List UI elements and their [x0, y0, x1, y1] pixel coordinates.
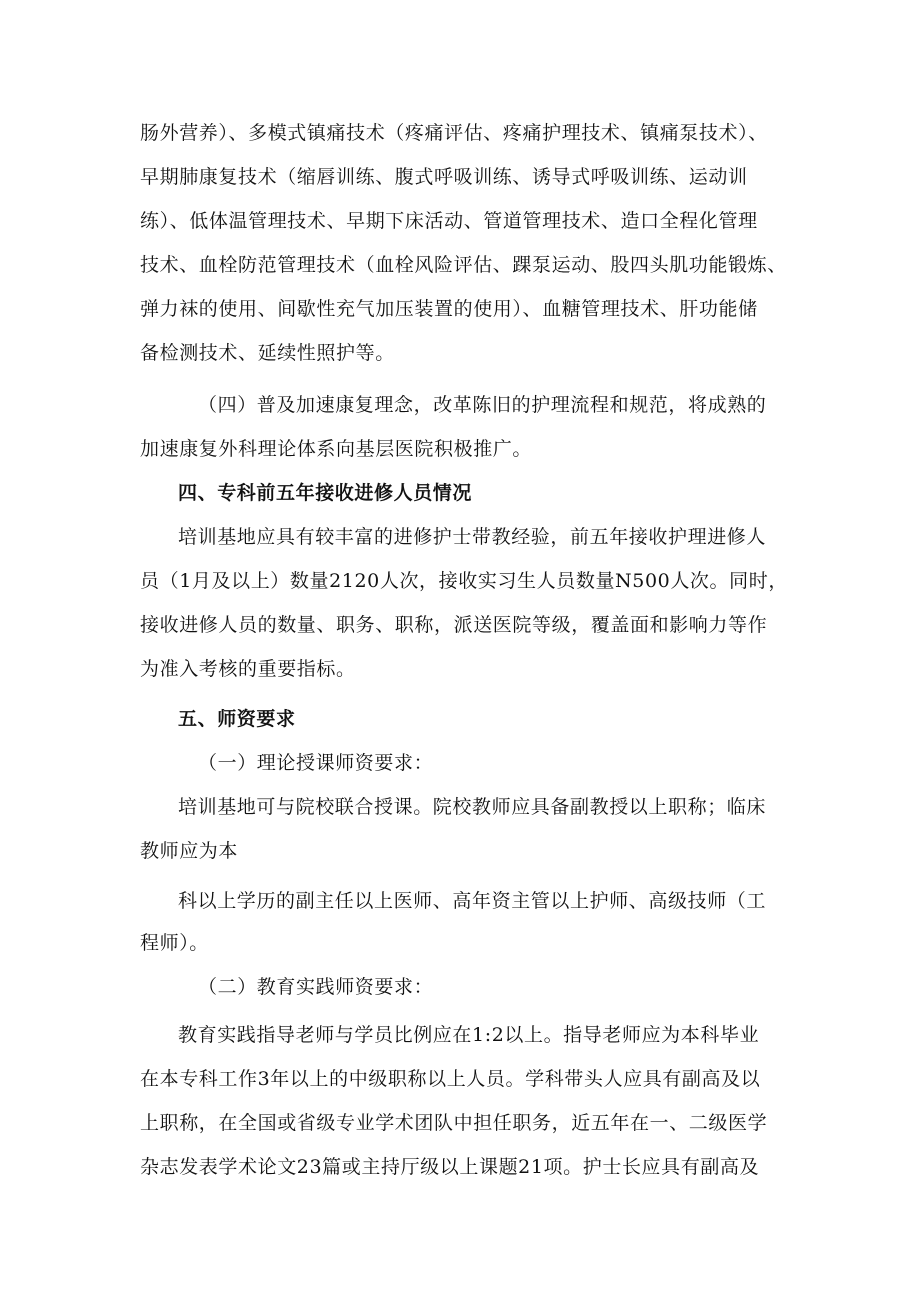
subsection-heading: （一）理论授课师资要求：	[198, 752, 434, 774]
text-line: 员（1月及以上）数量2120人次，接收实习生人员数量N500人次。同时，	[140, 570, 788, 592]
text-line: 为准入考核的重要指标。	[140, 658, 356, 680]
text-line: 练）、低体温管理技术、早期下床活动、管道管理技术、造口全程化管理	[140, 210, 758, 232]
text-line: 程师）。	[140, 932, 209, 954]
text-line: 加速康复外科理论体系向基层医院积极推广。	[140, 438, 533, 460]
text-line: 接收进修人员的数量、职务、职称，派送医院等级，覆盖面和影响力等作	[140, 614, 768, 636]
section-heading: 四、专科前五年接收进修人员情况	[178, 482, 473, 504]
text-line: 培训基地应具有较丰富的进修护士带教经验，前五年接收护理进修人	[178, 526, 767, 548]
text-line: 上职称，在全国或省级专业学术团队中担任职务，近五年在一、二级医学	[140, 1112, 768, 1134]
text-line: 在本专科工作3年以上的中级职称以上人员。学科带头人应具有副高及以	[140, 1068, 761, 1090]
text-line: 教育实践指导老师与学员比例应在1:2以上。指导老师应为本科毕业	[178, 1024, 760, 1046]
text-line: 科以上学历的副主任以上医师、高年资主管以上护师、高级技师（工	[178, 890, 767, 912]
text-line: 杂志发表学术论文23篇或主持厅级以上课题21项。护士长应具有副高及	[140, 1156, 760, 1178]
text-line: 肠外营养）、多模式镇痛技术（疼痛评估、疼痛护理技术、镇痛泵技术）、	[140, 122, 768, 144]
text-line: （四）普及加速康复理念，改革陈旧的护理流程和规范，将成熟的	[198, 394, 767, 416]
text-line: 教师应为本	[140, 840, 239, 862]
text-line: 备检测技术、延续性照护等。	[140, 342, 395, 364]
text-line: 早期肺康复技术（缩唇训练、腹式呼吸训练、诱导式呼吸训练、运动训	[140, 166, 748, 188]
section-heading: 五、师资要求	[178, 708, 296, 730]
text-line: 培训基地可与院校联合授课。院校教师应具备副教授以上职称；临床	[178, 796, 767, 818]
subsection-heading: （二）教育实践师资要求：	[198, 976, 434, 998]
text-line: 技术、血栓防范管理技术（血栓风险评估、踝泵运动、股四头肌功能锻炼、	[140, 254, 787, 276]
text-line: 弹力袜的使用、间歇性充气加压装置的使用）、血糖管理技术、肝功能储	[140, 298, 758, 320]
